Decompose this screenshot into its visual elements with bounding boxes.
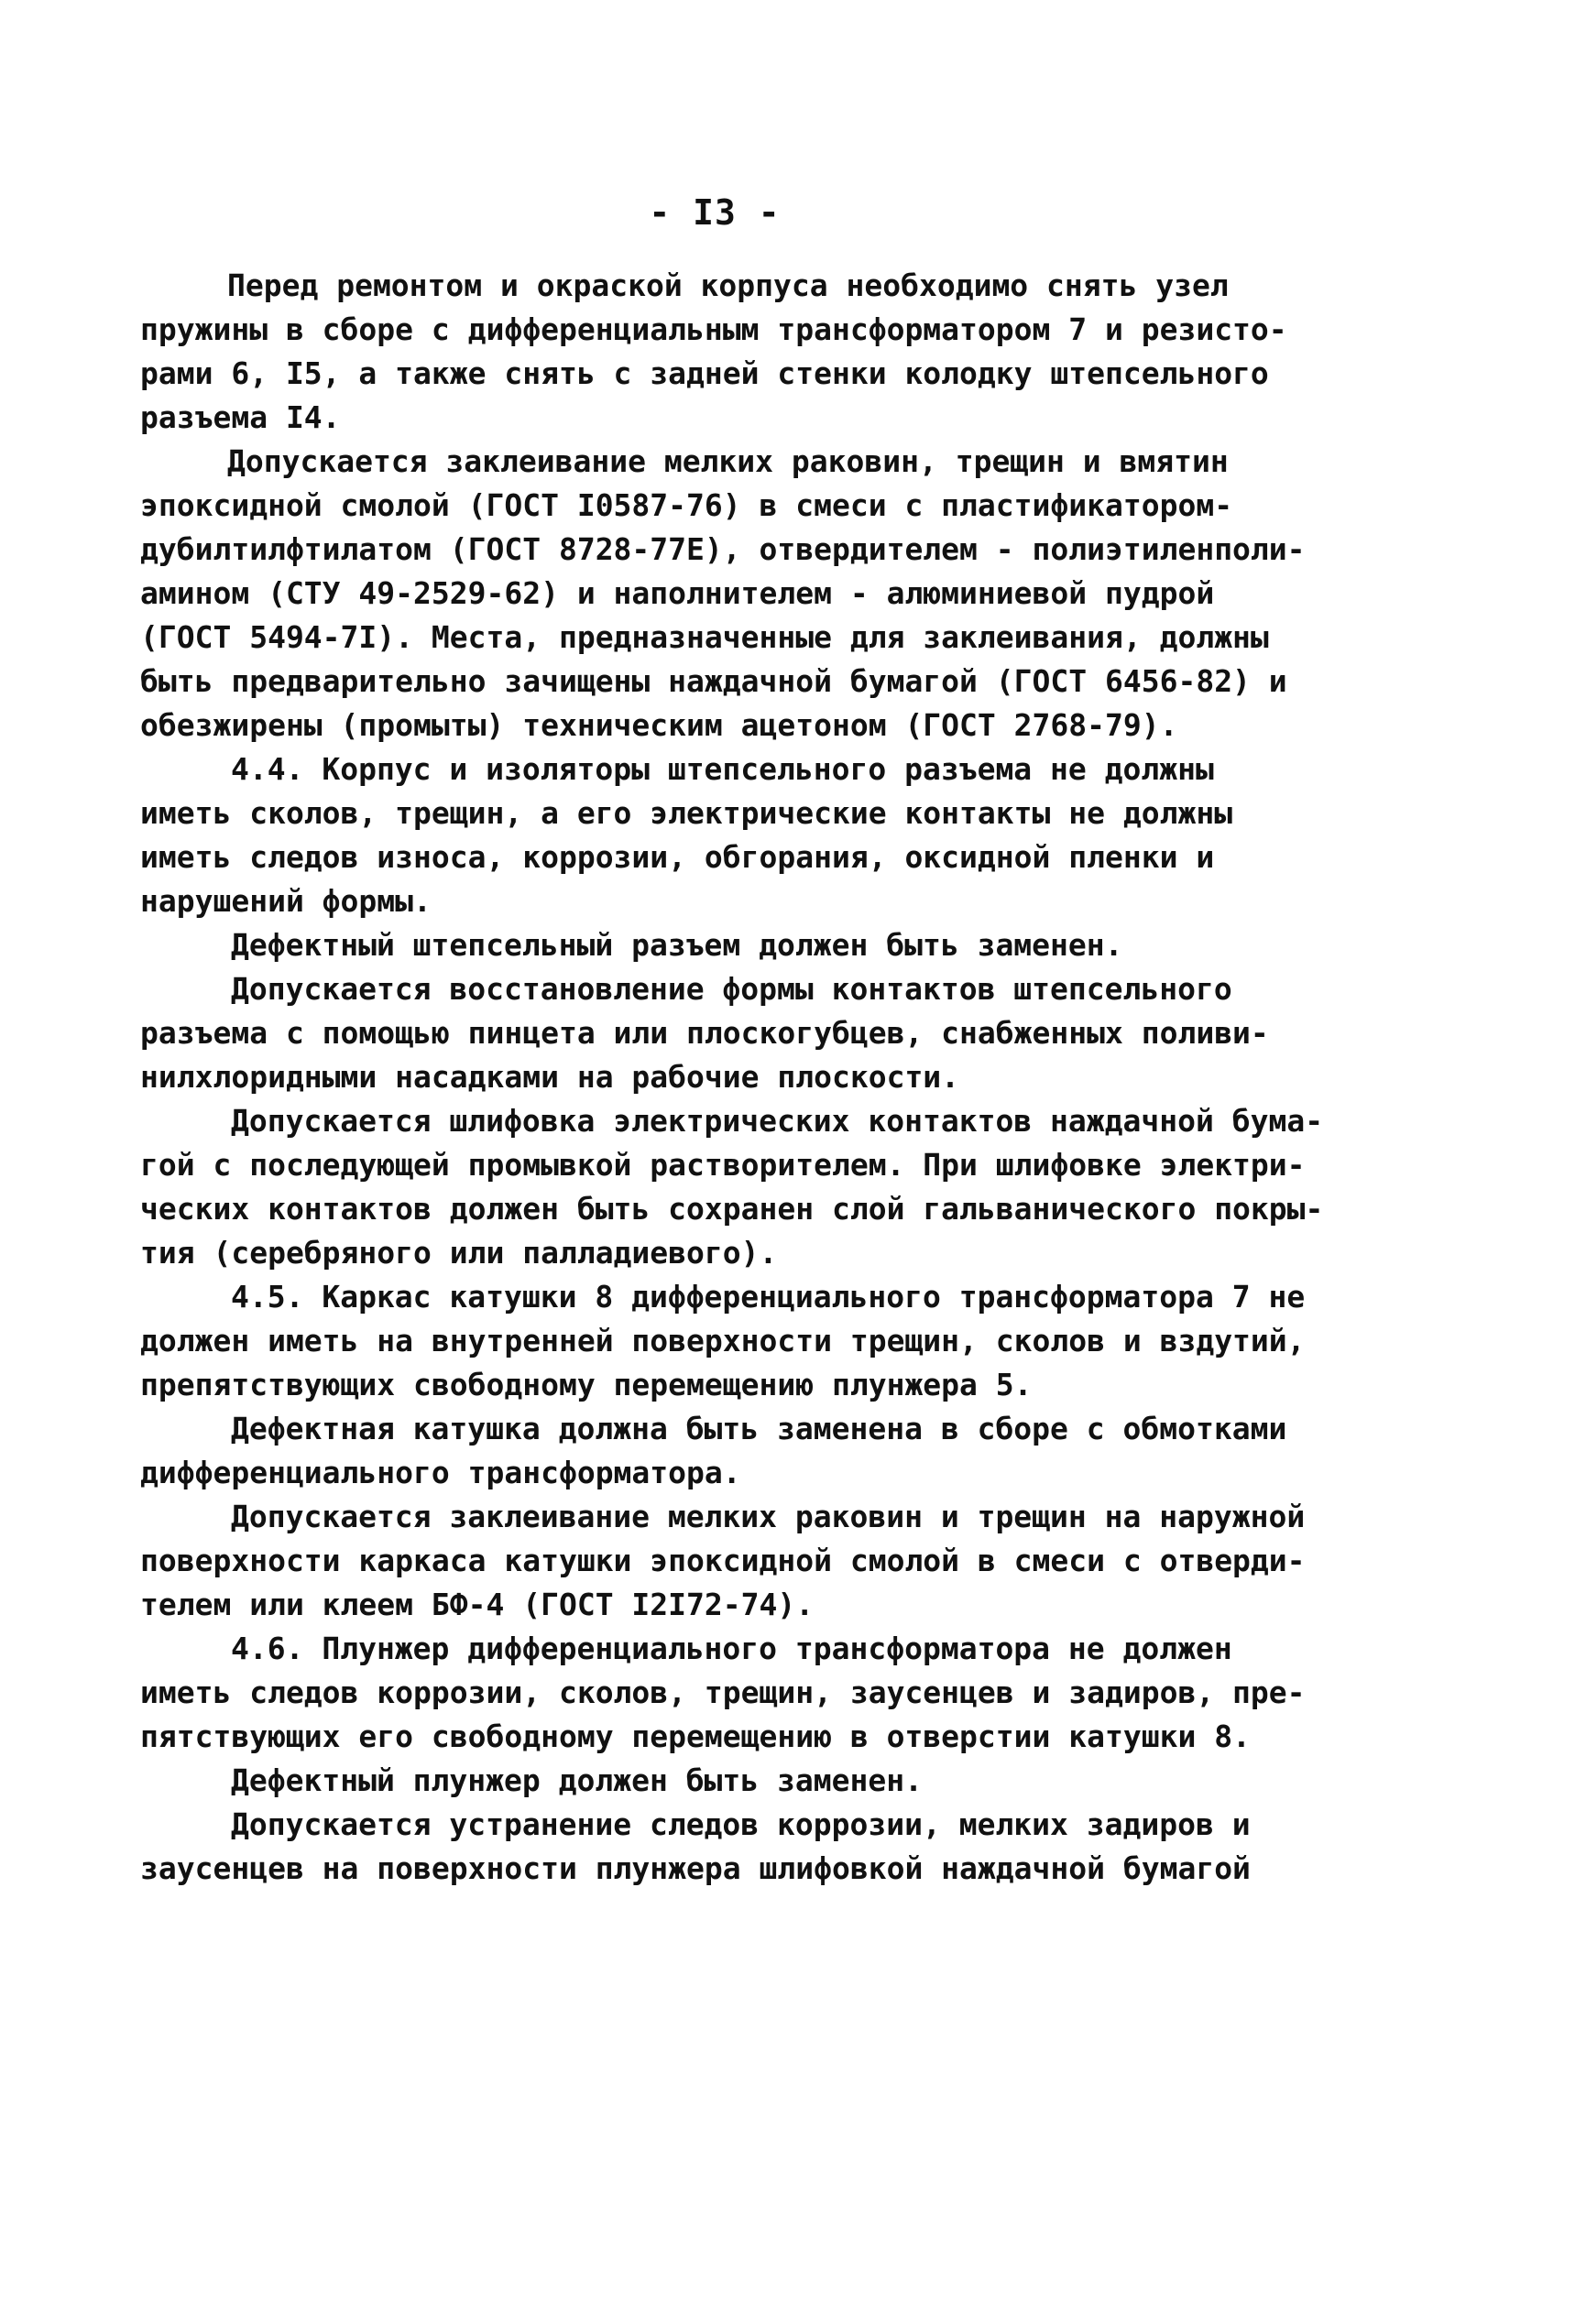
text-line: телем или клеем БФ-4 (ГОСТ I2I72-74). [140,1587,815,1622]
text-line: тия (серебряного или палладиевого). [140,1235,778,1271]
text-line: Допускается восстановление формы контактов штепсельного [231,971,1232,1007]
text-line: гой с последующей промывкой растворителем. При шлифовке электри- [140,1147,1306,1183]
section-4-6-line: 4.6. Плунжер дифференциального трансформатора не должен [231,1631,1232,1666]
text-line: препятствующих свободному перемещению плунжера 5. [140,1367,1033,1402]
text-line: Дефектный штепсельный разъем должен быть заменен. [231,927,1123,963]
text-line: заусенцев на поверхности плунжера шлифовкой наждачной бумагой [140,1850,1251,1886]
text-line: Допускается заклеивание мелких раковин, трещин и вмятин [227,443,1229,479]
text-line: должен иметь на внутренней поверхности трещин, сколов и вздутий, [140,1323,1306,1358]
text-line: ческих контактов должен быть сохранен слой гальванического покры- [140,1191,1324,1227]
text-line: поверхности каркаса катушки эпоксидной смолой в смеси с отверди- [140,1543,1306,1578]
text-line: быть предварительно зачищены наждачной бумагой (ГОСТ 6456-82) и [140,663,1287,699]
text-line: нарушений формы. [140,883,432,919]
text-line: дифференциального трансформатора. [140,1455,741,1490]
section-4-5-line: 4.5. Каркас катушки 8 дифференциального трансформатора 7 не [231,1279,1306,1315]
text-line: Допускается шлифовка электрических контактов наждачной бума- [231,1103,1324,1139]
text-line: Допускается устранение следов коррозии, мелких задиров и [231,1806,1251,1842]
text-line: иметь следов коррозии, сколов, трещин, заусенцев и задиров, пре- [140,1675,1306,1710]
text-line: Дефектная катушка должна быть заменена в сборе с обмотками [231,1411,1287,1446]
text-line: Перед ремонтом и окраской корпуса необходимо снять узел [227,267,1229,303]
text-line: Допускается заклеивание мелких раковин и трещин на наружной [231,1499,1306,1534]
text-line: пятствующих его свободному перемещению в отверстии катушки 8. [140,1718,1251,1754]
text-line: Дефектный плунжер должен быть заменен. [231,1762,923,1798]
text-line: иметь следов износа, коррозии, обгорания, оксидной пленки и [140,839,1215,875]
text-line: разъема I4. [140,399,341,435]
text-line: нилхлоридными насадками на рабочие плоскости. [140,1059,960,1095]
section-4-4-line: 4.4. Корпус и изоляторы штепсельного разъема не должны [231,751,1214,787]
text-line: иметь сколов, трещин, а его электрические контакты не должны [140,795,1233,831]
text-line: (ГОСТ 5494-7I). Места, предназначенные для заклеивания, должны [140,619,1269,655]
text-line: амином (СТУ 49-2529-62) и наполнителем - алюминиевой пудрой [140,575,1215,611]
text-line: обезжирены (промыты) техническим ацетоном (ГОСТ 2768-79). [140,707,1178,743]
text-line: дубилтилфтилатом (ГОСТ 8728-77Е), отвердителем - полиэтиленполи- [140,531,1306,567]
text-line: эпоксидной смолой (ГОСТ I0587-76) в смеси с пластификатором- [140,487,1233,523]
text-line: рами 6, I5, а также снять с задней стенки колодку штепсельного [140,355,1269,391]
text-line: разъема с помощью пинцета или плоскогубцев, снабженных поливи- [140,1015,1269,1051]
text-line: пружины в сборе с дифференциальным трансформатором 7 и резисто- [140,311,1287,347]
page-number: - I3 - [649,192,781,233]
